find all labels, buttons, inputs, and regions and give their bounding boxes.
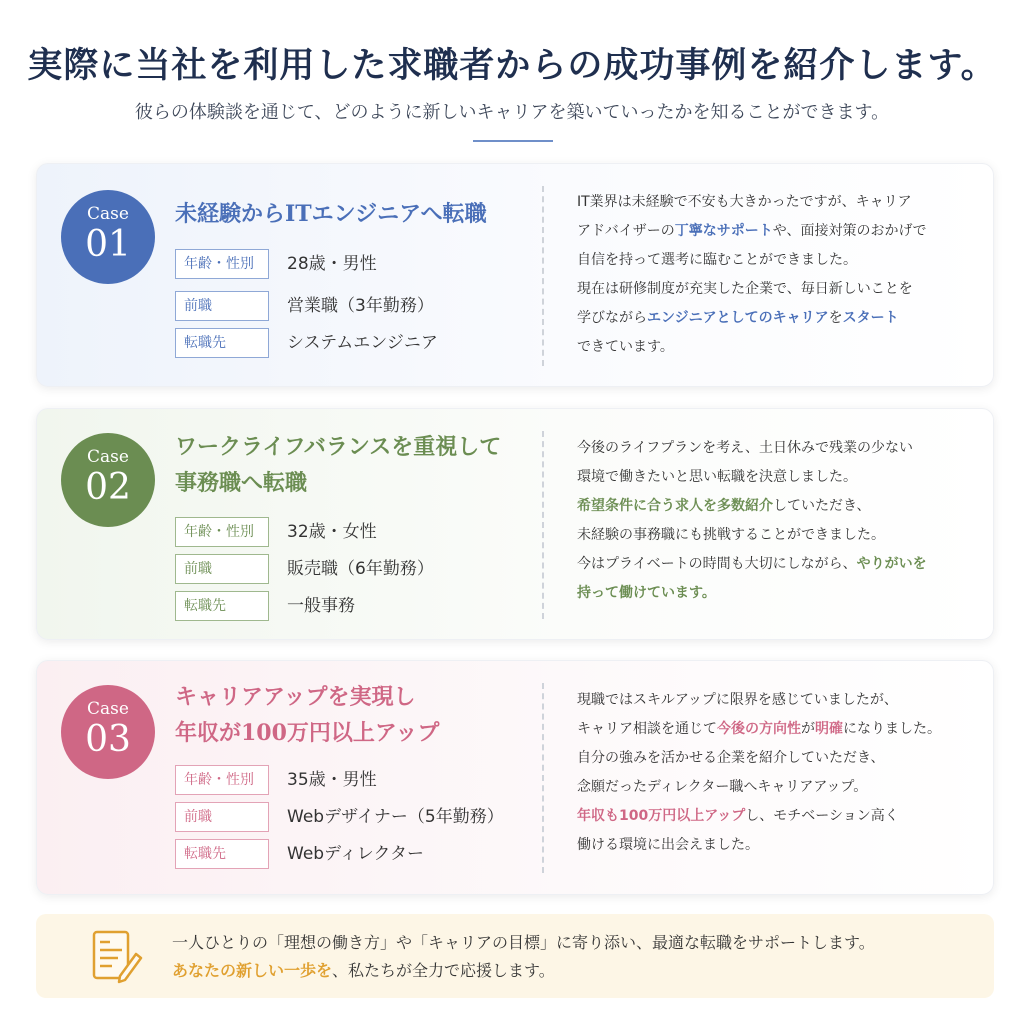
testimonial-line: [577, 686, 977, 715]
body-text: 今はプライベートの時間も大切にしながら、: [577, 556, 857, 572]
footer-banner: [36, 914, 994, 998]
value-new-job: 一般事務: [287, 596, 355, 616]
body-text: 現職ではスキルアップに限界を感じていましたが、: [577, 692, 898, 708]
value-previous-job: Webデザイナー（5年勤務）: [287, 807, 504, 827]
body-text: していただき、: [773, 498, 871, 514]
document-pen-icon: [86, 926, 148, 988]
testimonial-line: [577, 715, 977, 744]
highlight-text: エンジニアとしてのキャリア: [647, 310, 829, 326]
testimonial: [577, 686, 977, 860]
testimonial-line: [577, 831, 977, 860]
footer-message: 一人ひとりの「理想の働き方」や「キャリアの目標」に寄り添い、最適な転職をサポートします。: [172, 933, 875, 952]
value-new-job: システムエンジニア: [287, 333, 438, 353]
tag-age-gender: 年齢・性別: [175, 249, 269, 279]
footer-rest: 、私たちが全力で応援します。: [332, 961, 555, 980]
case-title-line: 未経験からITエンジニアへ転職: [175, 201, 487, 227]
body-text: 現在は研修制度が充実した企業で、毎日新しいことを: [577, 281, 913, 297]
case-label: Case: [87, 699, 129, 719]
tag-previous-job: 前職: [175, 291, 269, 321]
testimonial: [577, 434, 977, 608]
highlight-text: 持って働けています。: [577, 585, 716, 601]
value-previous-job: 営業職（3年勤務）: [287, 296, 434, 316]
case-label: Case: [87, 204, 129, 224]
page-title: 実際に当社を利用した求職者からの成功事例を紹介します。: [27, 45, 997, 86]
testimonial: [577, 188, 977, 362]
page-header: [0, 0, 1024, 150]
highlight-text: 希望条件に合う求人を多数紹介: [577, 498, 773, 514]
testimonial-line: [577, 492, 977, 521]
value-previous-job: 販売職（6年勤務）: [287, 559, 434, 579]
dashed-divider: [542, 683, 544, 873]
case-badge: [61, 190, 155, 284]
testimonial-line: [577, 333, 977, 362]
body-text: 学びながら: [577, 310, 647, 326]
testimonial-line: [577, 275, 977, 304]
case-badge: [61, 433, 155, 527]
highlight-text: 今後の方向性: [717, 721, 801, 737]
body-text: キャリア相談を通じて: [577, 721, 717, 737]
value-age-gender: 35歳・男性: [287, 770, 377, 790]
case-title-line: ワークライフバランスを重視して: [175, 434, 502, 460]
testimonial-line: [577, 304, 977, 333]
tag-new-job: 転職先: [175, 591, 269, 621]
highlight-text: 明確: [815, 721, 843, 737]
case-title: [175, 679, 439, 751]
body-text: が: [801, 721, 815, 737]
case-badge: [61, 685, 155, 779]
footer-accent: あなたの新しい一歩を: [172, 961, 333, 980]
footer-message-2: [172, 958, 555, 981]
testimonial-line: [577, 434, 977, 463]
testimonial-line: [577, 217, 977, 246]
body-text: 今後のライフプランを考え、土日休みで残業の少ない: [577, 440, 913, 456]
highlight-text: 丁寧なサポート: [674, 223, 773, 239]
dashed-divider: [542, 186, 544, 366]
testimonial-line: [577, 802, 977, 831]
body-text: 念願だったディレクター職へキャリアアップ。: [577, 779, 868, 795]
body-text: アドバイザーの: [577, 223, 675, 239]
tag-age-gender: 年齢・性別: [175, 517, 269, 547]
body-text: を: [828, 310, 843, 326]
testimonial-line: [577, 188, 977, 217]
case-card-1: [36, 163, 994, 387]
body-text: IT業界は未経験で不安も大きかったですが、キャリア: [577, 194, 912, 210]
body-text: 自信を持って選考に臨むことができました。: [577, 252, 857, 268]
body-text: や、面接対策のおかげで: [772, 223, 927, 239]
value-age-gender: 32歳・女性: [287, 522, 377, 542]
highlight-text: スタート: [842, 310, 899, 326]
case-number: 01: [85, 224, 131, 265]
body-text: 環境で働きたいと思い転職を決意しました。: [577, 469, 857, 485]
case-title-line: 事務職へ転職: [175, 470, 308, 496]
case-title-line: キャリアアップを実現し: [175, 684, 416, 710]
testimonial-line: [577, 550, 977, 579]
testimonial-line: [577, 463, 977, 492]
case-card-3: [36, 660, 994, 895]
highlight-text: 年収も100万円以上アップ: [577, 808, 746, 824]
highlight-text: やりがいを: [856, 556, 927, 572]
title-divider: [473, 140, 553, 142]
page-subtitle: 彼らの体験談を通じて、どのように新しいキャリアを築いていったかを知ることができます。: [134, 102, 890, 123]
case-number: 02: [85, 467, 131, 508]
body-text: 自分の強みを活かせる企業を紹介していただき、: [577, 750, 885, 766]
value-age-gender: 28歳・男性: [287, 254, 377, 274]
body-text: できています。: [577, 339, 674, 355]
tag-previous-job: 前職: [175, 554, 269, 584]
tag-age-gender: 年齢・性別: [175, 765, 269, 795]
tag-new-job: 転職先: [175, 839, 269, 869]
value-new-job: Webディレクター: [287, 844, 425, 864]
tag-new-job: 転職先: [175, 328, 269, 358]
body-text: になりました。: [843, 721, 941, 737]
body-text: 働ける環境に出会えました。: [577, 837, 759, 853]
dashed-divider: [542, 431, 544, 619]
case-title: [175, 429, 501, 501]
case-label: Case: [87, 447, 129, 467]
tag-previous-job: 前職: [175, 802, 269, 832]
testimonial-line: [577, 246, 977, 275]
case-card-2: [36, 408, 994, 640]
case-number: 03: [85, 719, 131, 760]
case-title: [175, 196, 487, 232]
testimonial-line: [577, 773, 977, 802]
body-text: 未経験の事務職にも挑戦することができました。: [577, 527, 885, 543]
testimonial-line: [577, 744, 977, 773]
testimonial-line: [577, 579, 977, 608]
body-text: し、モチベーション高く: [745, 808, 899, 824]
testimonial-line: [577, 521, 977, 550]
case-title-line: 年収が100万円以上アップ: [175, 720, 440, 746]
